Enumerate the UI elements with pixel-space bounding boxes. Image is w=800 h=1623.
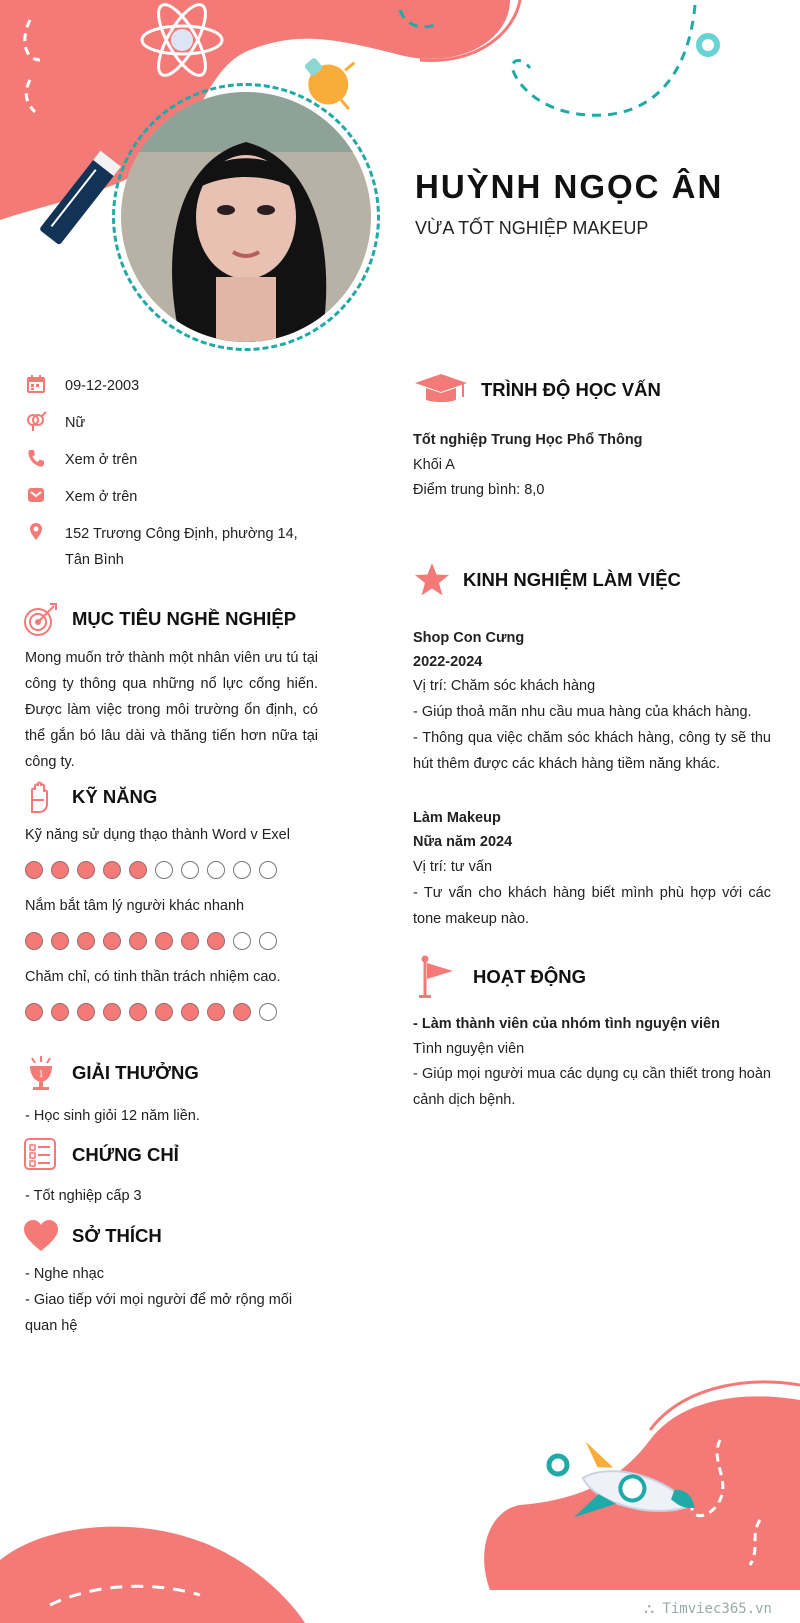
education-section-header: [413, 371, 661, 409]
rating-dot-filled: [51, 1003, 69, 1021]
rating-dot-empty: [207, 861, 225, 879]
svg-text:1: 1: [38, 1069, 44, 1080]
hobbies-line-2: - Giao tiếp với mọi người để mở rộng mối quan hệ: [25, 1292, 293, 1334]
rating-dot-filled: [51, 932, 69, 950]
contact-email: [25, 484, 315, 510]
certificates-section-header: [22, 1136, 179, 1174]
rating-dot-filled: [181, 1003, 199, 1021]
rating-dot-filled: [77, 861, 95, 879]
job-2-duty-1: - Tư vấn cho khách hàng biết mình phù hợp với các tone makeup nào.: [413, 885, 771, 927]
graduation-cap-icon: [413, 371, 469, 409]
activity-role: Tình nguyện viên: [413, 1041, 525, 1057]
candidate-title: VỪA TỐT NGHIỆP MAKEUP: [415, 218, 649, 238]
rating-dot-empty: [155, 861, 173, 879]
hobbies-section-header: [22, 1217, 162, 1255]
rating-dot-filled: [103, 861, 121, 879]
certificates-heading: CHỨNG CHỈ: [72, 1144, 179, 1165]
experience-section-header: [413, 561, 681, 599]
avatar-frame: [112, 83, 380, 351]
rating-dot-empty: [259, 861, 277, 879]
rating-dot-filled: [25, 861, 43, 879]
awards-text: - Học sinh giỏi 12 năm liền.: [25, 1108, 200, 1124]
heart-icon: [22, 1217, 60, 1255]
skill-rating: [25, 932, 285, 950]
phone-text: Xem ở trên: [65, 452, 138, 468]
rating-dot-filled: [207, 1003, 225, 1021]
skills-section-header: [22, 778, 157, 816]
gender-icon: [25, 410, 47, 432]
location-pin-icon: [25, 521, 47, 543]
rating-dot-filled: [103, 932, 121, 950]
calendar-icon: [25, 373, 47, 395]
job-1-company: Shop Con Cưng: [413, 630, 525, 646]
bottom-left-blob-decoration: [0, 1520, 310, 1623]
job-1-duty-1: - Giúp thoả mãn nhu cầu mua hàng của khách hàng.: [413, 704, 752, 720]
hobbies-heading: SỞ THÍCH: [72, 1225, 162, 1246]
phone-icon: [25, 447, 47, 469]
job-2-company: Làm Makeup: [413, 810, 501, 826]
rating-dot-filled: [129, 1003, 147, 1021]
skill-rating: [25, 861, 285, 879]
contact-phone: [25, 447, 315, 473]
education-track: Khối A: [413, 457, 455, 473]
hand-icon: [22, 778, 60, 816]
skills-heading: KỸ NĂNG: [72, 786, 158, 807]
rating-dot-filled: [77, 1003, 95, 1021]
job-1-duty-2: - Thông qua việc chăm sóc khách hàng, công ty sẽ thu hút thêm được các khách hàng tiềm năng khác.: [413, 730, 771, 772]
education-school: Tốt nghiệp Trung Học Phổ Thông: [413, 432, 643, 448]
skill-label: Kỹ năng sử dụng thạo thành Word v Exel: [25, 827, 290, 843]
address-text: 152 Trương Công Định, phường 14, Tân Bình: [65, 526, 298, 568]
awards-section-header: [22, 1054, 199, 1092]
contact-birthday: [25, 373, 315, 399]
rating-dot-filled: [155, 932, 173, 950]
education-heading: TRÌNH ĐỘ HỌC VẤN: [481, 379, 661, 400]
candidate-name: HUỲNH NGỌC ÂN: [415, 168, 724, 205]
activity-title: - Làm thành viên của nhóm tình nguyện viên: [413, 1016, 720, 1032]
pen-icon: [35, 148, 125, 248]
job-1-position: Vị trí: Chăm sóc khách hàng: [413, 678, 596, 694]
contact-gender: [25, 410, 315, 436]
email-text: Xem ở trên: [65, 489, 138, 505]
rating-dot-filled: [25, 1003, 43, 1021]
education-gpa: Điểm trung bình: 8,0: [413, 482, 545, 498]
checklist-icon: [22, 1136, 60, 1174]
rating-dot-empty: [233, 932, 251, 950]
flag-icon: [413, 953, 461, 1001]
hobbies-line-1: - Nghe nhạc: [25, 1266, 104, 1282]
rating-dot-filled: [25, 932, 43, 950]
rating-dot-filled: [181, 932, 199, 950]
target-icon: [22, 600, 60, 638]
activities-section-header: [413, 953, 586, 1001]
rating-dot-filled: [155, 1003, 173, 1021]
job-2-position: Vị trí: tư vấn: [413, 859, 493, 875]
objective-section-header: [22, 600, 296, 638]
rating-dot-filled: [51, 861, 69, 879]
activity-description: - Giúp mọi người mua các dụng cụ cần thiết trong hoàn cảnh dịch bệnh.: [413, 1066, 771, 1108]
rating-dot-empty: [259, 1003, 277, 1021]
atom-icon: [138, 2, 226, 82]
watermark: ⛬ Timviec365.vn: [644, 1601, 772, 1617]
dashed-swirl-decoration: [395, 0, 800, 130]
rocket-icon: [530, 1440, 710, 1550]
skill-rating: [25, 1003, 285, 1021]
rating-dot-filled: [233, 1003, 251, 1021]
email-icon: [25, 484, 47, 506]
objective-heading: MỤC TIÊU NGHỀ NGHIỆP: [72, 608, 297, 629]
gender-text: Nữ: [65, 415, 86, 431]
contact-address: [25, 521, 315, 573]
rating-dot-empty: [259, 932, 277, 950]
avatar: [121, 92, 371, 342]
activities-heading: HOẠT ĐỘNG: [473, 966, 587, 987]
rating-dot-filled: [77, 932, 95, 950]
experience-heading: KINH NGHIỆM LÀM VIỆC: [463, 569, 681, 590]
job-1-period: 2022-2024: [413, 654, 483, 670]
rating-dot-filled: [129, 861, 147, 879]
star-icon: [413, 561, 451, 599]
job-2-period: Nữa năm 2024: [413, 834, 513, 850]
rating-dot-filled: [129, 932, 147, 950]
rating-dot-empty: [181, 861, 199, 879]
certificates-text: - Tốt nghiệp cấp 3: [25, 1188, 142, 1204]
awards-heading: GIẢI THƯỞNG: [72, 1062, 199, 1083]
rating-dot-empty: [233, 861, 251, 879]
trophy-icon: [22, 1054, 60, 1092]
skill-label: Chăm chỉ, có tinh thần trách nhiệm cao.: [25, 969, 281, 985]
skill-label: Nắm bắt tâm lý người khác nhanh: [25, 898, 245, 914]
rating-dot-filled: [103, 1003, 121, 1021]
rating-dot-filled: [207, 932, 225, 950]
objective-text: Mong muốn trở thành một nhân viên ưu tú tại công ty thông qua những nổ lực cống hiến. Được làm việc trong môi trường ổn định, có thể gắn bó lâu dài và thăng tiến hơn nữa tại công ty.: [25, 650, 318, 770]
birthday-text: 09-12-2003: [65, 378, 140, 394]
